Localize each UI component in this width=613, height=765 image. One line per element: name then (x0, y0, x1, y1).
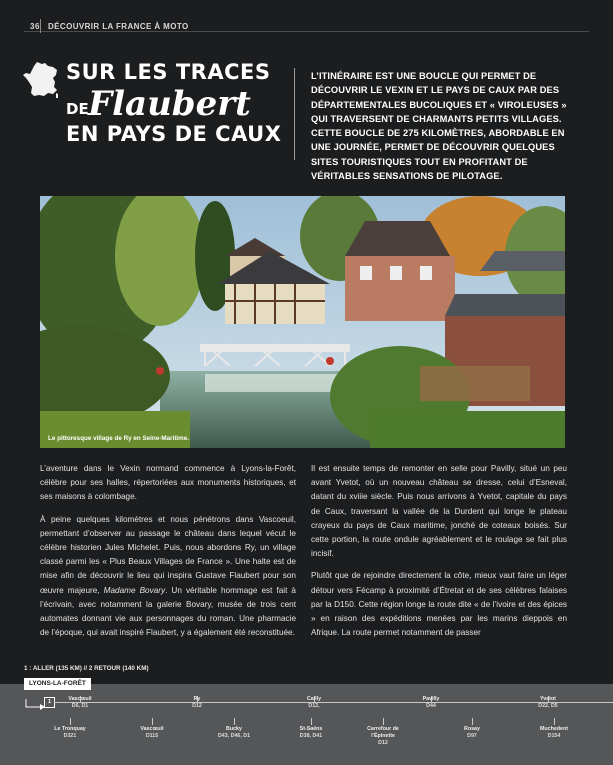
route-stop (286, 726, 336, 740)
title-divider (294, 68, 295, 160)
route-stop-road: D12 (378, 740, 388, 746)
route-stop-road: D154 (547, 733, 561, 739)
route-tick (234, 718, 235, 725)
route-stop-name: Vascœuil (68, 696, 92, 702)
route-stop (358, 726, 408, 747)
route-tick (383, 718, 384, 725)
route-stop (523, 696, 573, 710)
route-stop-road: D115 (145, 733, 159, 739)
route-stop (209, 726, 259, 740)
route-step-box: 1 (44, 697, 55, 708)
route-stop-road: D12 (192, 703, 202, 709)
route-stop-name: Muchedent (540, 726, 568, 732)
paragraph: À peine quelques kilomètres et nous pénétrons dans Vascoeuil, permettant d’observer au passage le château dans lequel vécut le célèbre historien Jules Michelet. Puis, nous abordons Ry, un village classé parmi les « Plus Beaux Villages de France ». Une halte est de mise afin de découvrir le lieu qui inspira Gustave Flaubert pour son œuvre majeure, Madame Bovary. Un véritable hommage est fait à l’écrivain, avec notamment la galerie Bovary, musée de trois cent automates donnant vie aux personnages du roman. Une pharmacie de l’époque, qui avait inspiré Flaubert, y a également été reconstituée. (40, 514, 296, 638)
route-stop-road: D321 (63, 733, 77, 739)
route-tick (311, 718, 312, 725)
route-stop (172, 696, 222, 710)
route-stop-road: D38, D41 (299, 733, 323, 739)
route-stop (55, 696, 105, 710)
route-stop-name: Bucky (226, 726, 242, 732)
route-stop-name: Pavilly (422, 696, 440, 702)
title-script-flaubert: Flaubert (88, 84, 251, 124)
body-column-right (311, 462, 567, 648)
title-line-1: SUR LES TRACES (66, 60, 271, 84)
route-stop (289, 696, 339, 710)
route-tick (70, 718, 71, 725)
route-stop-road: D12, (308, 703, 320, 709)
body-column-left (40, 462, 296, 648)
article-title (66, 60, 281, 146)
photo-caption: Le pittoresque village de Ry en Seine-Maritime. (48, 435, 190, 442)
route-stop-road: D22, D5 (538, 703, 558, 709)
paragraph: L’aventure dans le Vexin normand commence à Lyons-la-Forêt, célèbre pour ses halles, répertoriées aux monuments historiques, et ses maisons à colombage. (40, 464, 296, 502)
route-stop-road: D43, D46, D1 (217, 733, 251, 739)
route-stop-name: St-Saëns (299, 726, 323, 732)
route-stop-name: Carrefour de l’Épinette (367, 726, 399, 739)
route-stop-road: D6, D1 (71, 703, 89, 709)
france-map-icon (22, 60, 60, 100)
route-stop (45, 726, 95, 740)
route-stop-road: D44 (426, 703, 436, 709)
route-stop (447, 726, 497, 740)
route-stop (406, 696, 456, 710)
route-stop-name: Cailly (306, 696, 322, 702)
route-stop-name: Rosay (464, 726, 480, 732)
route-stop-name: Vascœuil (140, 726, 164, 732)
village-photo (40, 196, 565, 448)
route-stop (127, 726, 177, 740)
route-stop-road: D97 (467, 733, 477, 739)
title-line-3: EN PAYS DE CAUX (66, 122, 282, 146)
paragraph: Il est ensuite temps de remonter en selle pour Pavilly, situé un peu avant Yvetot, où un nouveau château se dresse, celui d’Esneval, datant du xviiie siècle. Puis nous arrivons à Yvetot, capitale du pays de Caux, traversant la vallée de la Durdent qui longe le plateau crayeux du pays de Caux maritime, jonché de coteaux boisés. Sur cette portion, la route ondule agréablement et le roulage se fait plus incisif. (311, 464, 567, 559)
intro-paragraph: L’ITINÉRAIRE EST UNE BOUCLE QUI PERMET DE DÉCOUVRIR LE VEXIN ET LE PAYS DE CAUX PAR DES DÉPARTEMENTALES BUCOLIQUES ET « VIROLEUSES » QUI TRAVERSENT DE CHARMANTS PETITS VILLAGES. CETTE BOUCLE DE 275 KILOMÈTRES, ABORDABLE EN UNE JOURNÉE, PERMET DE DÉCOUVRIR QUELQUES SITES TOURISTIQUES TOUT EN PROFITANT DE VÉRITABLES SENSATIONS DE PILOTAGE. (311, 71, 567, 182)
book-title: Madame Bovary (103, 585, 166, 595)
route-stop-name: Ry (193, 696, 201, 702)
title-line-2 (66, 84, 281, 122)
route-start-label: LYONS-LA-FORÊT (24, 678, 91, 690)
route-stop-name: Le Tronquay (54, 726, 86, 732)
header-separator (40, 19, 41, 33)
page-number: 36 (30, 22, 40, 31)
route-stop-name: Yvetot (540, 696, 556, 702)
route-arrow-icon (24, 697, 46, 719)
section-title: DÉCOUVRIR LA FRANCE À MOTO (48, 22, 189, 31)
village-illustration (40, 196, 565, 448)
paragraph: Plutôt que de rejoindre directement la côte, mieux vaut faire un léger détour vers Fécamp à proximité d’Étretat et de ses célèbres falaises par la D150. Cette région longe la route dite « de l’ivoire et des épices » en raison des expéditions menées par les marins dieppois en Afrique. La route permet notamment de passer (311, 571, 567, 638)
route-legend: 1 : ALLER (135 KM) // 2 RETOUR (140 KM) (24, 665, 149, 672)
route-stop (529, 726, 579, 740)
route-tick (472, 718, 473, 725)
route-tick (554, 718, 555, 725)
title-de: DE (66, 100, 89, 118)
header-rule (24, 31, 589, 32)
route-tick (152, 718, 153, 725)
